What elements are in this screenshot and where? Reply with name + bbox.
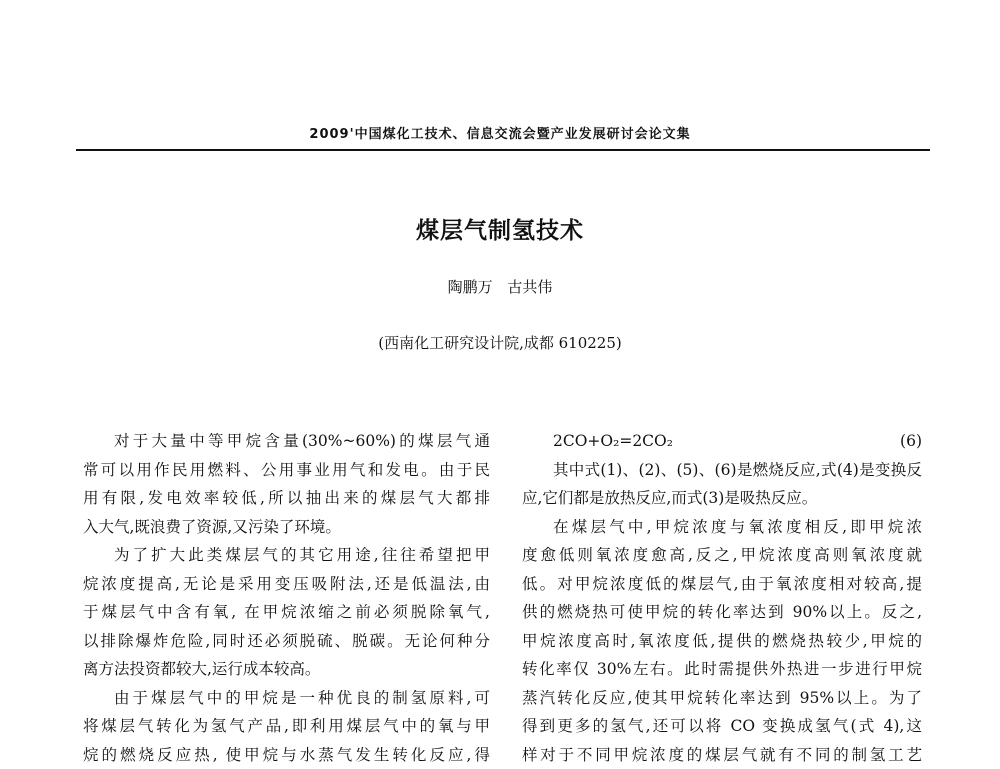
authors: 陶鹏万 古共伟: [0, 276, 1000, 297]
equation-number: (6): [900, 427, 922, 456]
affiliation: (西南化工研究设计院,成都 610225): [0, 332, 1000, 353]
paragraph-line: 为了扩大此类煤层气的其它用途,往往希望把甲: [83, 541, 490, 570]
paragraph-line: 低。对甲烷浓度低的煤层气,由于氧浓度相对较高,提: [522, 570, 922, 599]
paragraph-line: 由于煤层气中的甲烷是一种优良的制氢原料,可: [83, 684, 490, 713]
equation-formula: 2CO+O₂=2CO₂: [553, 427, 673, 456]
paragraph-line: 甲烷浓度高时,氧浓度低,提供的燃烧热较少,甲烷的: [522, 627, 922, 656]
paragraph-line: 烷的燃烧反应热, 使甲烷与水蒸气发生转化反应,得: [83, 741, 490, 769]
paragraph-line: 其中式(1)、(2)、(5)、(6)是燃烧反应,式(4)是变换反: [522, 456, 922, 485]
paragraph-line: 以排除爆炸危险,同时还必须脱硫、脱碳。无论何种分: [83, 627, 490, 656]
paragraph-line: 对于大量中等甲烷含量(30%~60%)的煤层气通: [83, 427, 490, 456]
paragraph-line: 供的燃烧热可使甲烷的转化率达到 90%以上。反之,: [522, 598, 922, 627]
paragraph-line: 将煤层气转化为氢气产品,即利用煤层气中的氧与甲: [83, 712, 490, 741]
paragraph-line: 应,它们都是放热反应,而式(3)是吸热反应。: [522, 484, 922, 513]
header-rule: [76, 149, 930, 151]
paragraph-line: 常可以用作民用燃料、公用事业用气和发电。由于民: [83, 456, 490, 485]
paper-title: 煤层气制氢技术: [0, 212, 1000, 245]
paragraph-line: 转化率仅 30%左右。此时需提供外热进一步进行甲烷: [522, 655, 922, 684]
paragraph-line: 样对于不同甲烷浓度的煤层气就有不同的制氢工艺: [522, 741, 922, 769]
paragraph-line: 用有限,发电效率较低,所以抽出来的煤层气大都排: [83, 484, 490, 513]
paragraph-line: 得到更多的氢气,还可以将 CO 变换成氢气(式 4),这: [522, 712, 922, 741]
running-head: 2009'中国煤化工技术、信息交流会暨产业发展研讨会论文集: [0, 123, 1000, 142]
paragraph-line: 入大气,既浪费了资源,又污染了环境。: [83, 513, 490, 542]
paragraph-line: 于煤层气中含有氧, 在甲烷浓缩之前必须脱除氧气,: [83, 598, 490, 627]
equation-6: [522, 427, 922, 456]
paragraph-line: 离方法投资都较大,运行成本较高。: [83, 655, 490, 684]
paragraph-line: 烷浓度提高,无论是采用变压吸附法,还是低温法,由: [83, 570, 490, 599]
right-column: [522, 427, 922, 769]
paragraph-line: 在煤层气中,甲烷浓度与氧浓度相反,即甲烷浓: [522, 513, 922, 542]
paragraph-line: 度愈低则氧浓度愈高,反之,甲烷浓度高则氧浓度就: [522, 541, 922, 570]
left-column: [83, 427, 490, 769]
paragraph-line: 蒸汽转化反应,使其甲烷转化率达到 95%以上。为了: [522, 684, 922, 713]
